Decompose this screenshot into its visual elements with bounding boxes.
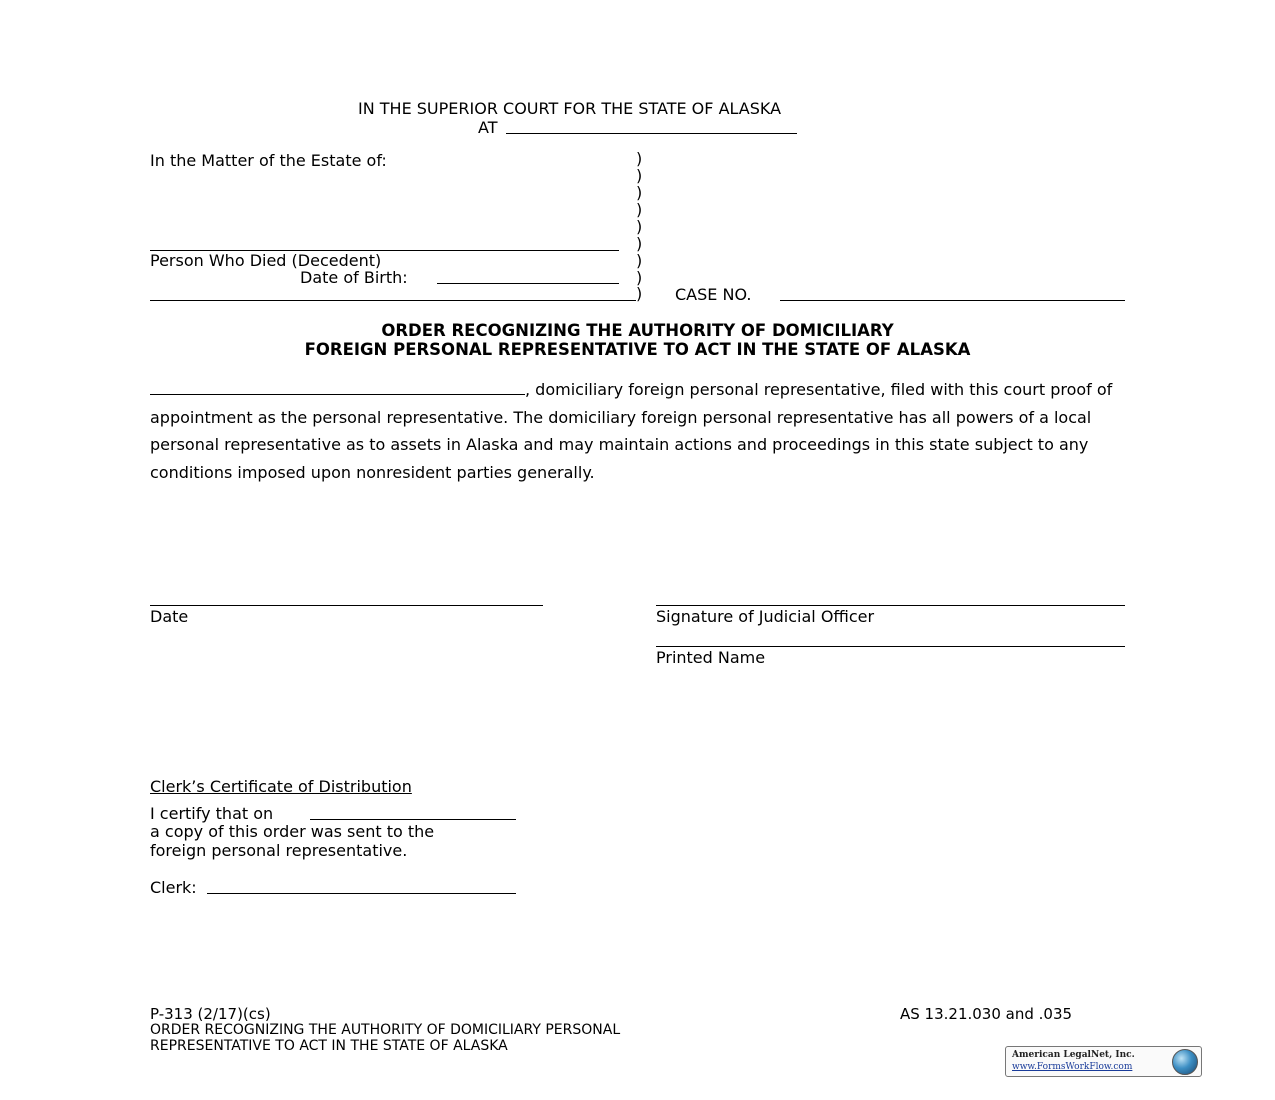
caption-paren: ) [636, 183, 643, 202]
dob-label: Date of Birth: [300, 268, 408, 287]
order-body-text: , domiciliary foreign personal representative, filed with this court proof of appointment as the personal representative. The domiciliary foreign personal representative has all powers of a local personal representative as to assets in Alaska and may maintain actions and proceedings in this state subject to any conditions imposed upon nonresident parties generally. [150, 380, 1113, 482]
clerk-label: Clerk: [150, 878, 197, 897]
copy-sent-line1: a copy of this order was sent to the [150, 822, 435, 841]
caption-paren: ) [636, 268, 643, 287]
date-label: Date [150, 607, 189, 626]
clerk-signature-field[interactable] [207, 893, 516, 894]
estate-matter-label: In the Matter of the Estate of: [150, 151, 387, 170]
caption-paren: ) [636, 200, 643, 219]
court-location-field[interactable] [506, 133, 797, 134]
order-body [150, 376, 1160, 486]
form-title-line1: ORDER RECOGNIZING THE AUTHORITY OF DOMICILIARY PERSONAL [150, 1022, 621, 1038]
judicial-officer-label: Signature of Judicial Officer [656, 607, 875, 626]
date-signature-line[interactable] [150, 605, 543, 606]
globe-icon [1172, 1049, 1198, 1075]
badge-company: American LegalNet, Inc. [1012, 1050, 1135, 1060]
certify-label: I certify that on [150, 804, 274, 823]
printed-name-line[interactable] [656, 646, 1125, 647]
court-heading: IN THE SUPERIOR COURT FOR THE STATE OF ALASKA [358, 99, 782, 118]
court-location-label: AT [478, 118, 498, 137]
caption-paren: ) [636, 217, 643, 236]
legalnet-badge[interactable] [1005, 1046, 1202, 1077]
clerk-certificate-heading: Clerk’s Certificate of Distribution [150, 777, 412, 796]
printed-name-label: Printed Name [656, 648, 766, 667]
caption-paren: ) [636, 149, 643, 168]
form-code: P-313 (2/17)(cs) [150, 1005, 271, 1023]
certify-date-field[interactable] [310, 819, 516, 820]
form-title-line2: REPRESENTATIVE TO ACT IN THE STATE OF ALASKA [150, 1038, 508, 1054]
caption-paren: ) [636, 284, 643, 303]
statute-reference: AS 13.21.030 and .035 [900, 1005, 1073, 1023]
order-title-line2: FOREIGN PERSONAL REPRESENTATIVE TO ACT IN THE STATE OF ALASKA [304, 340, 971, 359]
order-title-line1: ORDER RECOGNIZING THE AUTHORITY OF DOMICILIARY [381, 321, 894, 340]
caption-paren: ) [636, 166, 643, 185]
caption-paren: ) [636, 234, 643, 253]
case-no-field[interactable] [780, 300, 1125, 301]
caption-paren: ) [636, 251, 643, 270]
caption-extra-line[interactable] [150, 300, 636, 301]
case-no-label: CASE NO. [675, 285, 752, 304]
badge-url-link[interactable]: www.FormsWorkFlow.com [1012, 1062, 1133, 1072]
copy-sent-line2: foreign personal representative. [150, 841, 408, 860]
judicial-signature-line[interactable] [656, 605, 1125, 606]
representative-name-field[interactable] [150, 380, 525, 395]
dob-field[interactable] [437, 283, 619, 284]
decedent-label: Person Who Died (Decedent) [150, 251, 382, 270]
